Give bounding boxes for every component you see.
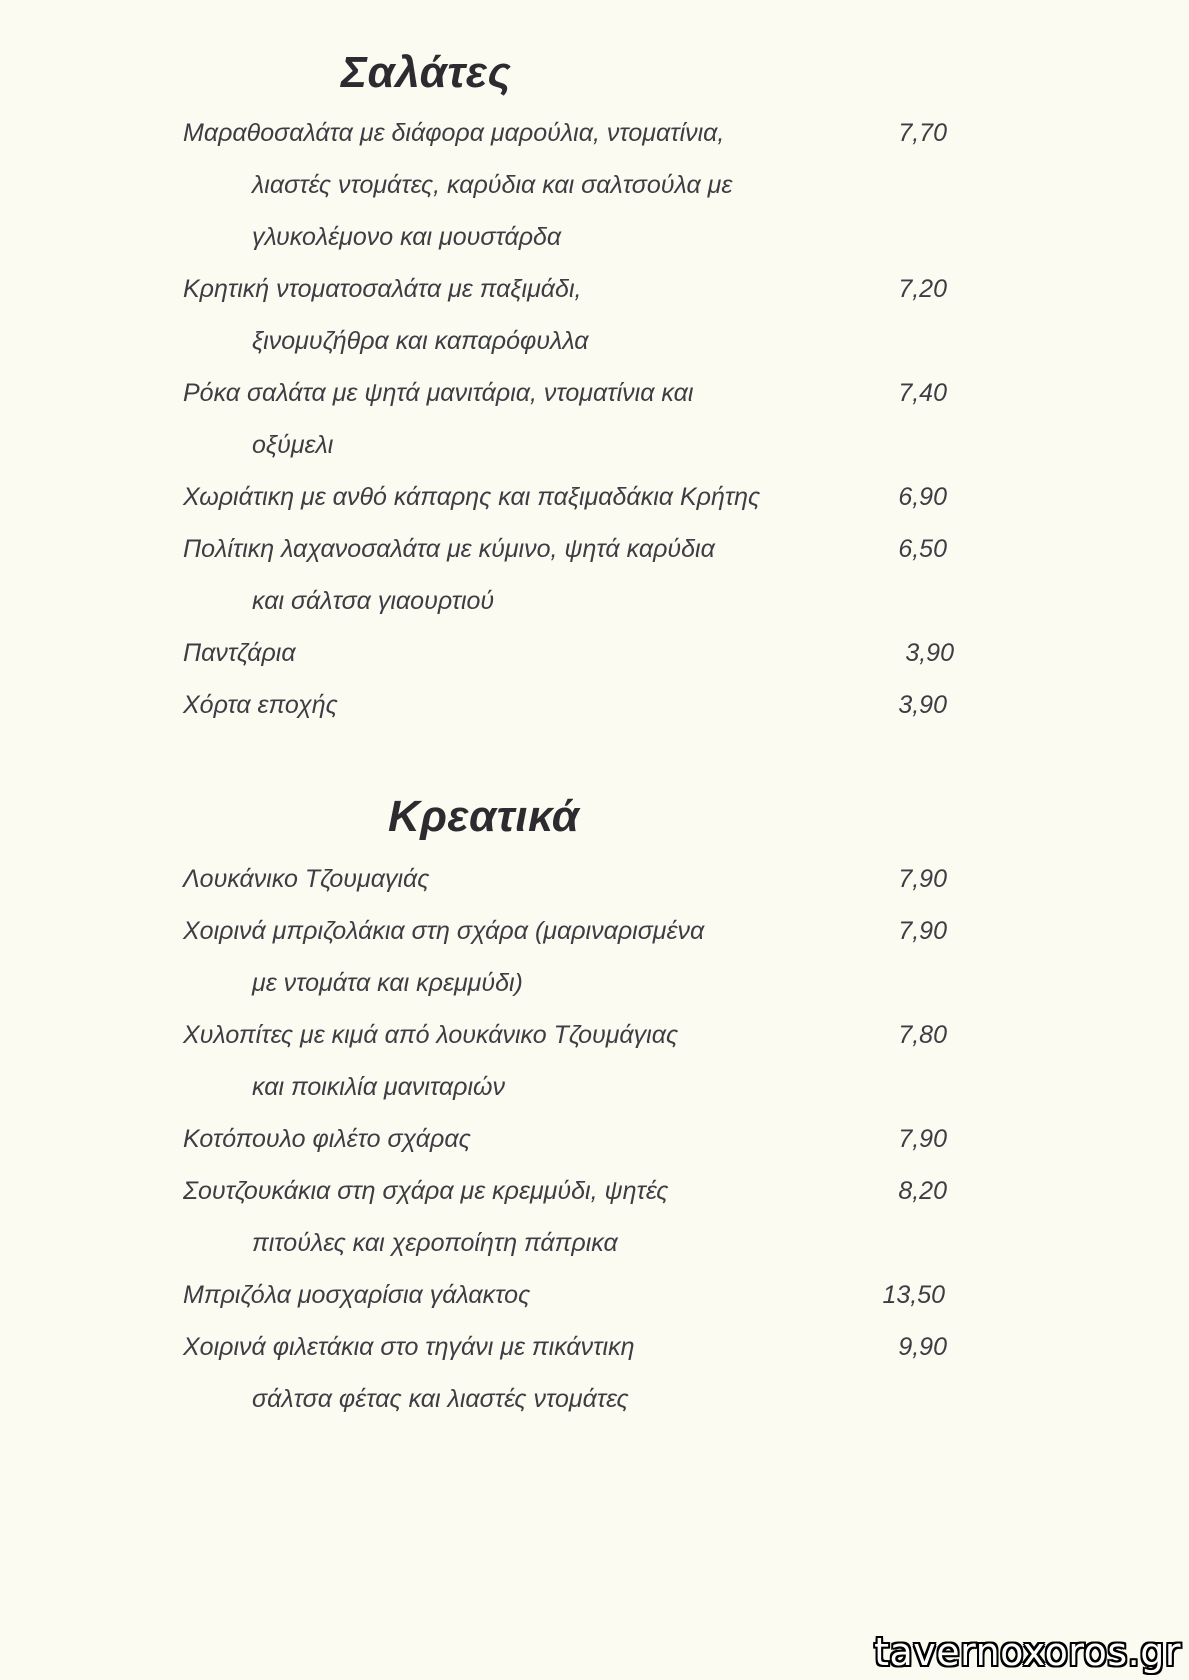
menu-item-description: Χοιρινά μπριζολάκια στη σχάρα (μαριναρισμένα (183, 917, 705, 945)
menu-item-price: 6,90 (898, 483, 947, 511)
watermark: tavernoxoros.gr (874, 1630, 1181, 1674)
menu-item-description: γλυκολέμονο και μουστάρδα (252, 223, 562, 251)
menu-item-description: Κοτόπουλο φιλέτο σχάρας (183, 1125, 471, 1153)
menu-item-description: Χοιρινά φιλετάκια στο τηγάνι με πικάντικη (183, 1333, 635, 1361)
menu-item-price: 7,40 (898, 379, 947, 407)
menu-item-description: Χωριάτικη με ανθό κάπαρης και παξιμαδάκια Κρήτης (183, 483, 761, 511)
menu-item-price: 7,70 (898, 119, 947, 147)
menu-item-description: Ρόκα σαλάτα με ψητά μανιτάρια, ντοματίνια και (183, 379, 694, 407)
menu-item-description: ξινομυζήθρα και καπαρόφυλλα (252, 327, 589, 355)
menu-item-description: πιτούλες και χεροποίητη πάπρικα (252, 1229, 618, 1257)
menu-item-description: Λουκάνικο Τζουμαγιάς (183, 865, 430, 893)
menu-item-price: 3,90 (905, 639, 954, 667)
menu-item-description: Μαραθοσαλάτα με διάφορα μαρούλια, ντοματίνια, (183, 119, 725, 147)
menu-item-description: σάλτσα φέτας και λιαστές ντομάτες (252, 1385, 629, 1413)
section-title-meats: Κρεατικά (388, 792, 580, 841)
menu-item-price: 7,80 (898, 1021, 947, 1049)
menu-item-description: λιαστές ντομάτες, καρύδια και σαλτσούλα με (252, 171, 733, 199)
menu-item-price: 7,20 (898, 275, 947, 303)
menu-item-description: οξύμελι (252, 431, 334, 459)
menu-item-description: και σάλτσα γιαουρτιού (252, 587, 495, 615)
menu-item-price: 9,90 (898, 1333, 947, 1361)
menu-item-description: με ντομάτα και κρεμμύδι) (252, 969, 523, 997)
menu-item-price: 13,50 (882, 1281, 945, 1309)
menu-item-price: 7,90 (898, 865, 947, 893)
menu-item-description: Παντζάρια (183, 639, 296, 667)
menu-item-description: Μπριζόλα μοσχαρίσια γάλακτος (183, 1281, 531, 1309)
menu-item-price: 7,90 (898, 917, 947, 945)
menu-item-price: 8,20 (898, 1177, 947, 1205)
menu-item-description: Σουτζουκάκια στη σχάρα με κρεμμύδι, ψητές (183, 1177, 669, 1205)
menu-item-description: Χυλοπίτες με κιμά από λουκάνικο Τζουμάγιας (183, 1021, 679, 1049)
menu-item-price: 7,90 (898, 1125, 947, 1153)
menu-item-price: 3,90 (898, 691, 947, 719)
menu-item-description: Πολίτικη λαχανοσαλάτα με κύμινο, ψητά καρύδια (183, 535, 715, 563)
menu-item-price: 6,50 (898, 535, 947, 563)
section-title-salads: Σαλάτες (341, 48, 512, 97)
menu-item-description: Χόρτα εποχής (183, 691, 338, 719)
menu-item-description: και ποικιλία μανιταριών (252, 1073, 506, 1101)
menu-item-description: Κρητική ντοματοσαλάτα με παξιμάδι, (183, 275, 582, 303)
